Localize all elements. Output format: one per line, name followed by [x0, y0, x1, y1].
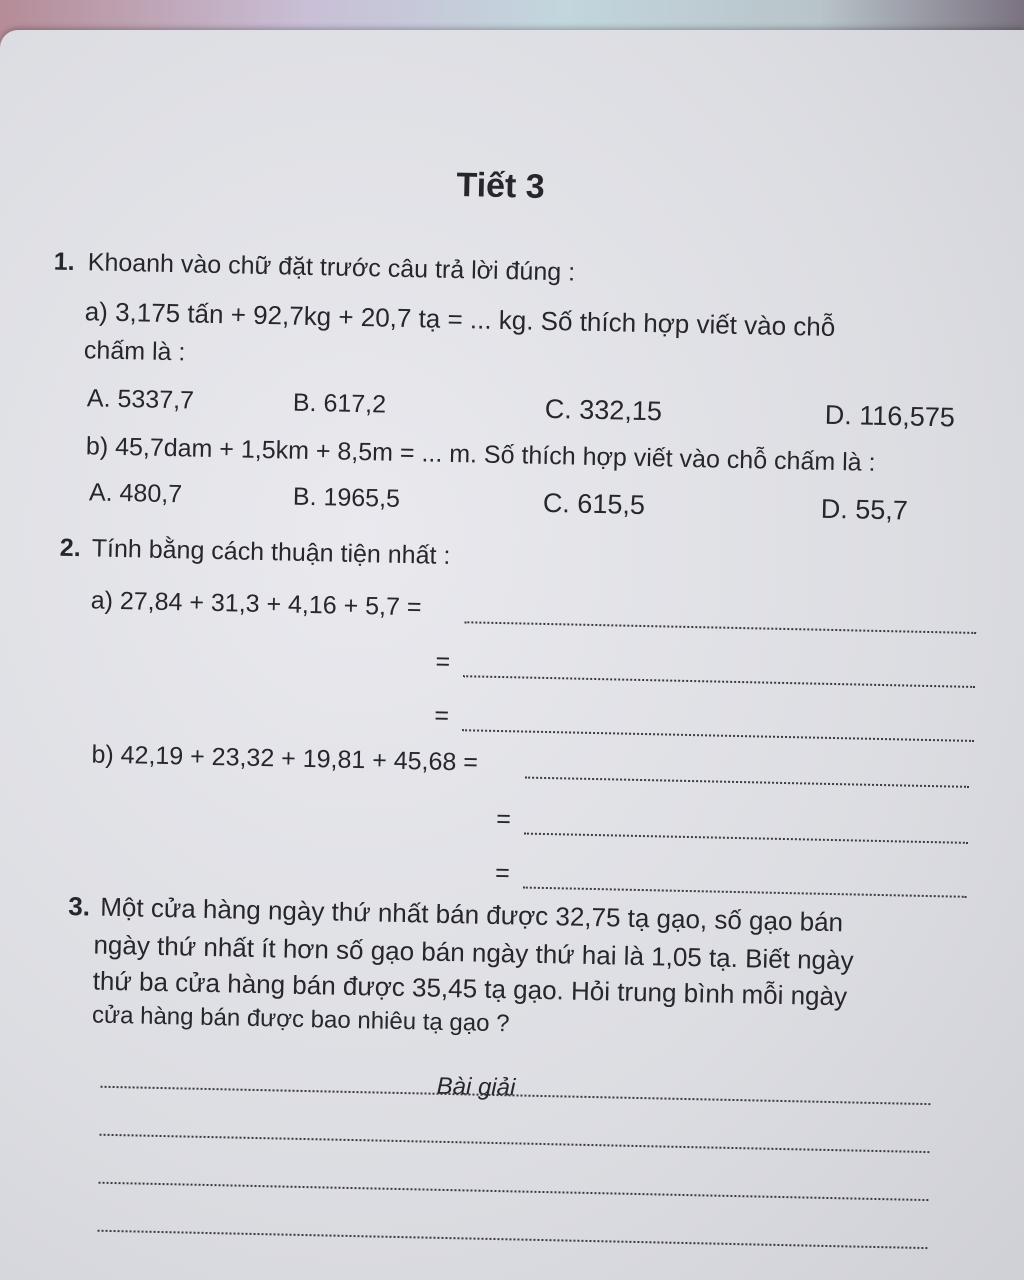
- q2a-answer-line-1[interactable]: [464, 621, 976, 634]
- q2a-expression: a) 27,84 + 31,3 + 4,16 + 5,7 =: [90, 586, 422, 622]
- q1b-option-a[interactable]: A. 480,7: [88, 478, 183, 509]
- q2b-equals-3: =: [494, 858, 511, 888]
- q1a-option-a[interactable]: A. 5337,7: [86, 384, 195, 415]
- q1a-line1: a) 3,175 tấn + 92,7kg + 20,7 tạ = ... kg. Số thích hợp viết vào chỗ: [84, 296, 836, 342]
- q3-line1: Một cửa hàng ngày thứ nhất bán được 32,75 tạ gạo, số gạo bán: [100, 891, 844, 938]
- q1-instruction: Khoanh vào chữ đặt trước câu trả lời đúng :: [87, 248, 576, 287]
- q2a-equals-3: =: [434, 701, 450, 730]
- q1-number: 1.: [53, 247, 75, 277]
- q1b-option-d[interactable]: D. 55,7: [820, 493, 909, 526]
- q1a-option-b[interactable]: B. 617,2: [292, 388, 387, 419]
- q1b-option-b[interactable]: B. 1965,5: [292, 482, 401, 513]
- q3-line2: ngày thứ nhất ít hơn số gạo bán ngày thứ hai là 1,05 tạ. Biết ngày: [93, 929, 854, 976]
- q2-number: 2.: [59, 533, 81, 563]
- solution-line-3[interactable]: [99, 1182, 929, 1201]
- q2b-answer-line-1[interactable]: [525, 777, 969, 788]
- q2a-answer-line-3[interactable]: [462, 729, 974, 742]
- q3-number: 3.: [68, 891, 91, 922]
- q1a-option-c[interactable]: C. 332,15: [544, 393, 663, 427]
- q2b-answer-line-3[interactable]: [523, 887, 967, 898]
- q2-instruction: Tính bằng cách thuận tiện nhất :: [91, 534, 451, 570]
- q2a-answer-line-2[interactable]: [463, 675, 975, 688]
- q1a-option-d[interactable]: D. 116,575: [824, 399, 956, 433]
- solution-line-2[interactable]: [100, 1134, 930, 1153]
- page-title: Tiết 3: [456, 165, 546, 206]
- q1b-line1: b) 45,7dam + 1,5km + 8,5m = ... m. Số thích hợp viết vào chỗ chấm là :: [85, 432, 876, 477]
- q2b-expression: b) 42,19 + 23,32 + 19,81 + 45,68 =: [91, 740, 479, 777]
- q2a-equals-2: =: [435, 647, 451, 676]
- q2b-equals-2: =: [495, 804, 512, 834]
- solution-line-4[interactable]: [98, 1230, 928, 1249]
- q3-line4: cửa hàng bán được bao nhiêu tạ gạo ?: [91, 1001, 510, 1038]
- q1b-option-c[interactable]: C. 615,5: [542, 487, 646, 521]
- q2b-answer-line-2[interactable]: [524, 833, 968, 844]
- q3-line3: thứ ba cửa hàng bán được 35,45 tạ gạo. Hỏi trung bình mỗi ngày: [92, 965, 848, 1012]
- solution-label: Bài giải: [436, 1072, 516, 1102]
- q1a-line2: chấm là :: [83, 336, 186, 367]
